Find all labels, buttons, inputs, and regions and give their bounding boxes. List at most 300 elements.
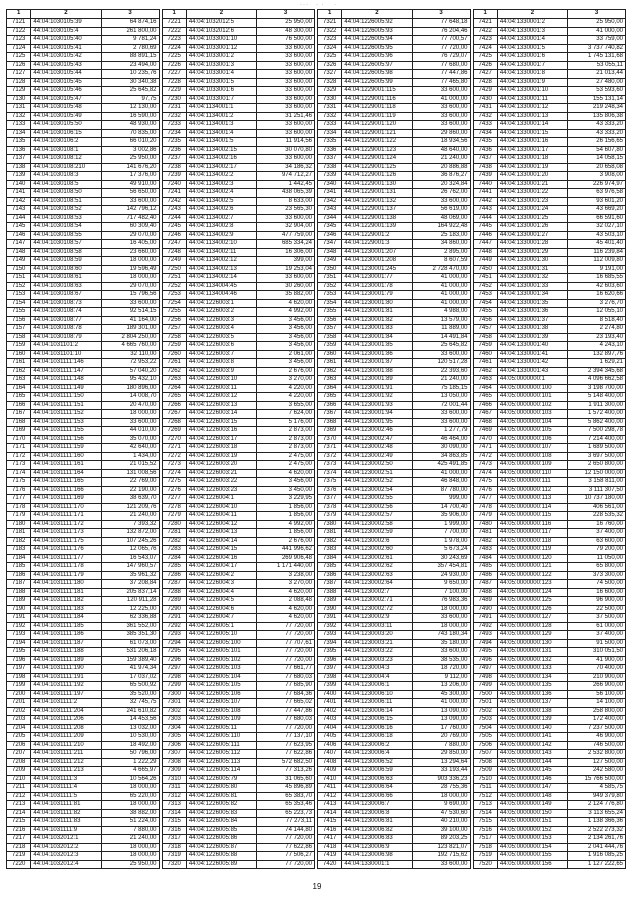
cadastral-number: 44:04:1230001:86 <box>342 350 412 359</box>
table-row <box>7 435 160 444</box>
table-row <box>318 308 471 317</box>
table-row <box>473 333 626 342</box>
row-number: 7175 <box>7 478 31 487</box>
table-row <box>473 70 626 79</box>
row-number: 7335 <box>318 138 342 147</box>
row-number: 7469 <box>473 427 497 436</box>
cadastral-number: 44:05:0000000:134 <box>497 673 567 682</box>
row-number: 7380 <box>318 520 342 529</box>
row-number: 7307 <box>162 750 186 759</box>
table-row <box>162 673 315 682</box>
cadastral-number: 44:05:0000000:133 <box>497 665 567 674</box>
row-number: 7498 <box>473 673 497 682</box>
cadastral-number: 44:04:1032012:5 <box>186 19 256 28</box>
table-row <box>7 699 160 708</box>
cadastral-number: 44:04:1229001:130 <box>342 180 412 189</box>
cadastral-value: 18 000,00 <box>412 605 470 614</box>
row-number: 7508 <box>473 758 497 767</box>
table-row <box>7 469 160 478</box>
cadastral-value: 7 500 298,78 <box>568 427 626 436</box>
cadastral-number: 44:04:1031111:187 <box>31 639 101 648</box>
cadastral-value: 22 393,60 <box>412 367 470 376</box>
table-row <box>7 78 160 87</box>
cadastral-value: 164 922,48 <box>412 223 470 232</box>
table-row <box>318 257 471 266</box>
row-number: 7165 <box>7 393 31 402</box>
row-number: 7233 <box>162 121 186 130</box>
table-row <box>318 350 471 359</box>
table-row <box>7 155 160 164</box>
row-number: 7224 <box>162 44 186 53</box>
table-row <box>7 818 160 827</box>
table-row <box>7 707 160 716</box>
cadastral-value: 112 009,80 <box>568 257 626 266</box>
row-number: 7158 <box>7 333 31 342</box>
row-number: 7511 <box>473 784 497 793</box>
cadastral-number: 44:04:1226003:16 <box>186 427 256 436</box>
cadastral-number: 44:04:1031111:165 <box>31 478 101 487</box>
cadastral-number: 44:05:0000000:145 <box>497 767 567 776</box>
row-number: 7449 <box>473 257 497 266</box>
cadastral-number: 44:04:1031111:82 <box>31 809 101 818</box>
cadastral-number: 44:04:1030108:79 <box>31 333 101 342</box>
cadastral-number: 44:04:1031111:171 <box>31 512 101 521</box>
cadastral-number: 44:04:1330001:30 <box>497 257 567 266</box>
cadastral-value: 77 661,77 <box>257 665 315 674</box>
cadastral-value: 26 156,65 <box>568 138 626 147</box>
cadastral-value: 37 400,00 <box>568 631 626 640</box>
row-number: 7314 <box>162 809 186 818</box>
cadastral-value: 20 470,00 <box>101 401 159 410</box>
cadastral-number: 44:04:1230006:66 <box>342 792 412 801</box>
table-row <box>318 818 471 827</box>
cadastral-number: 44:04:1226005:114 <box>186 767 256 776</box>
cadastral-number: 44:04:1226005:96 <box>342 53 412 62</box>
cadastral-number: 44:04:1330001:38 <box>497 325 567 334</box>
column-header-1: 1 <box>162 10 186 19</box>
cadastral-value: 4 620,00 <box>257 588 315 597</box>
cadastral-value: 33 600,00 <box>412 614 470 623</box>
cadastral-number: 44:04:1030105:40 <box>31 36 101 45</box>
table-row <box>7 350 160 359</box>
cadastral-value: 1 856,00 <box>257 512 315 521</box>
table-row <box>7 206 160 215</box>
row-number: 7326 <box>318 61 342 70</box>
table-row <box>473 248 626 257</box>
row-number: 7460 <box>473 350 497 359</box>
row-number: 7419 <box>318 852 342 861</box>
table-row <box>318 656 471 665</box>
cadastral-number: 44:04:1031111:151 <box>31 401 101 410</box>
table-row <box>318 809 471 818</box>
table-row <box>473 393 626 402</box>
table-row <box>162 410 315 419</box>
cadastral-number: 44:04:1033001:5 <box>186 78 256 87</box>
table-row <box>162 809 315 818</box>
cadastral-value: 18 000,00 <box>101 801 159 810</box>
cadastral-value: 77 680,00 <box>412 61 470 70</box>
row-number: 7371 <box>318 444 342 453</box>
table-row <box>7 444 160 453</box>
cadastral-value: 2 676,00 <box>257 537 315 546</box>
table-row <box>7 546 160 555</box>
cadastral-number: 44:04:1226003:5 <box>186 333 256 342</box>
table-row <box>162 189 315 198</box>
table-block-1 <box>6 9 160 879</box>
row-number: 7509 <box>473 767 497 776</box>
table-row <box>162 350 315 359</box>
cadastral-number: 44:04:1030108:55 <box>31 231 101 240</box>
row-number: 7322 <box>318 27 342 36</box>
table-row <box>318 231 471 240</box>
cadastral-value: 1 629,21 <box>568 359 626 368</box>
table-row <box>162 512 315 521</box>
table-row <box>162 172 315 181</box>
cadastral-value: 22 769,00 <box>101 478 159 487</box>
table-row <box>7 53 160 62</box>
row-number: 7359 <box>318 342 342 351</box>
cadastral-value: 40 210,00 <box>412 818 470 827</box>
row-number: 7372 <box>318 452 342 461</box>
row-number: 7484 <box>473 554 497 563</box>
row-number: 7377 <box>318 495 342 504</box>
cadastral-number: 44:05:0000000:154 <box>497 843 567 852</box>
cadastral-number: 44:04:1230001:92 <box>342 393 412 402</box>
row-number: 7491 <box>473 614 497 623</box>
table-row <box>162 597 315 606</box>
row-number: 7193 <box>7 631 31 640</box>
row-number: 7252 <box>162 282 186 291</box>
cadastral-value: 1 745 131,68 <box>568 53 626 62</box>
cadastral-value: 88 891,15 <box>101 53 159 62</box>
table-row <box>318 214 471 223</box>
cadastral-number: 44:04:1226005:99 <box>342 78 412 87</box>
table-row <box>162 580 315 589</box>
table-row <box>318 206 471 215</box>
row-number: 7294 <box>162 639 186 648</box>
cadastral-number: 44:04:1134002:5 <box>186 197 256 206</box>
cadastral-value: 3 697 500,00 <box>568 452 626 461</box>
cadastral-value: 33 600,00 <box>257 104 315 113</box>
table-row <box>162 792 315 801</box>
cadastral-value: 3 908,00 <box>568 172 626 181</box>
cadastral-number: 44:04:1330001:22 <box>497 189 567 198</box>
cadastral-value: 65 220,00 <box>101 792 159 801</box>
cadastral-number: 44:05:0000000:129 <box>497 631 567 640</box>
row-number: 7507 <box>473 750 497 759</box>
table-row <box>318 291 471 300</box>
cadastral-number: 44:04:1033001:12 <box>186 44 256 53</box>
cadastral-value: 12 150 000,00 <box>568 469 626 478</box>
row-number: 7506 <box>473 741 497 750</box>
table-row <box>162 418 315 427</box>
cadastral-value: 16 685,55 <box>568 274 626 283</box>
row-number: 7234 <box>162 129 186 138</box>
table-row <box>318 61 471 70</box>
cadastral-number: 44:04:1226003:4 <box>186 325 256 334</box>
table-row <box>162 529 315 538</box>
row-number: 7384 <box>318 554 342 563</box>
table-row <box>162 129 315 138</box>
cadastral-number: 44:04:1230001:94 <box>342 410 412 419</box>
row-number: 7178 <box>7 503 31 512</box>
row-number: 7139 <box>7 172 31 181</box>
table-row <box>318 469 471 478</box>
cadastral-number: 44:04:1031111:188 <box>31 648 101 657</box>
row-number: 7354 <box>318 299 342 308</box>
table-row <box>473 418 626 427</box>
cadastral-number: 44:04:1030108:59 <box>31 257 101 266</box>
table-row <box>318 342 471 351</box>
cadastral-number: 44:04:1230002:58 <box>342 520 412 529</box>
cadastral-value: 2 475,00 <box>257 461 315 470</box>
row-number: 7221 <box>162 19 186 28</box>
scan-mark: ··· <box>300 2 309 8</box>
cadastral-number: 44:04:1230002:50 <box>342 461 412 470</box>
cadastral-number: 44:04:1230006:4 <box>342 750 412 759</box>
table-row <box>318 27 471 36</box>
cadastral-number: 44:04:1330001:27 <box>497 231 567 240</box>
cadastral-number: 44:04:1229001:120 <box>342 121 412 130</box>
cadastral-value: 746 500,00 <box>568 741 626 750</box>
cadastral-number: 44:05:0000000:117 <box>497 529 567 538</box>
cadastral-value: 531 206,18 <box>101 648 159 657</box>
row-number: 7291 <box>162 614 186 623</box>
cadastral-value: 1 999,00 <box>412 520 470 529</box>
cadastral-value: 77 720,00 <box>257 835 315 844</box>
table-row <box>318 486 471 495</box>
cadastral-number: 44:04:1031111:177 <box>31 554 101 563</box>
cadastral-number: 44:04:1031111:210 <box>31 741 101 750</box>
row-number: 7180 <box>7 520 31 529</box>
row-number: 7174 <box>7 469 31 478</box>
cadastral-value: 3 456,00 <box>257 333 315 342</box>
cadastral-value: 13 294,64 <box>412 758 470 767</box>
cadastral-number: 44:04:1033001:3 <box>186 61 256 70</box>
row-number: 7140 <box>7 180 31 189</box>
cadastral-value: 3 229,95 <box>257 495 315 504</box>
cadastral-number: 44:04:1230002:7 <box>342 588 412 597</box>
cadastral-value: 4 665 760,00 <box>101 342 159 351</box>
table-row <box>162 223 315 232</box>
cadastral-number: 44:04:1030105:39 <box>31 19 101 28</box>
cadastral-number: 44:04:1229001:115 <box>342 87 412 96</box>
row-number: 7295 <box>162 648 186 657</box>
cadastral-value: 23 494,00 <box>101 61 159 70</box>
row-number: 7209 <box>7 767 31 776</box>
table-row <box>473 36 626 45</box>
row-number: 7457 <box>473 325 497 334</box>
cadastral-value: 77 622,86 <box>257 750 315 759</box>
cadastral-value: 4 665,97 <box>101 767 159 776</box>
cadastral-number: 44:04:1031111:83 <box>31 818 101 827</box>
cadastral-value: 25 645,82 <box>412 342 470 351</box>
cadastral-number: 44:05:0000000:132 <box>497 656 567 665</box>
cadastral-value: 74 144,80 <box>257 826 315 835</box>
cadastral-value: 77 720,00 <box>257 724 315 733</box>
cadastral-value: 29 860,00 <box>412 129 470 138</box>
row-number: 7503 <box>473 716 497 725</box>
cadastral-value: 132 897,76 <box>568 350 626 359</box>
cadastral-value: 33 600,00 <box>412 112 470 121</box>
table-row <box>473 622 626 631</box>
cadastral-value: 29 850,00 <box>412 750 470 759</box>
row-number: 7459 <box>473 342 497 351</box>
cadastral-number: 44:05:0000000:143 <box>497 750 567 759</box>
table-row <box>7 503 160 512</box>
cadastral-number: 44:04:1226003:14 <box>186 410 256 419</box>
cadastral-value: 14 100,00 <box>568 699 626 708</box>
cadastral-number: 44:04:1134004:46 <box>186 291 256 300</box>
cadastral-number: 44:04:1030108:63 <box>31 282 101 291</box>
cadastral-number: 44:04:1134001:2 <box>186 112 256 121</box>
cadastral-value: 10 564,26 <box>101 775 159 784</box>
row-number: 7218 <box>7 843 31 852</box>
row-number: 7472 <box>473 452 497 461</box>
cadastral-value: 7 214 400,00 <box>568 435 626 444</box>
scan-mark: · · <box>316 2 325 8</box>
table-row <box>7 129 160 138</box>
cadastral-number: 44:04:1226005:79 <box>186 775 256 784</box>
cadastral-value: 19 596,49 <box>101 265 159 274</box>
cadastral-value: 33 600,00 <box>412 121 470 130</box>
table-row <box>7 138 160 147</box>
cadastral-number: 44:05:0000000:137 <box>497 699 567 708</box>
table-row <box>7 571 160 580</box>
row-number: 7463 <box>473 376 497 385</box>
row-number: 7366 <box>318 401 342 410</box>
row-number: 7230 <box>162 95 186 104</box>
cadastral-number: 44:04:1226005:104 <box>186 673 256 682</box>
cadastral-number: 44:04:1226003:23 <box>186 486 256 495</box>
cadastral-value: 3 198 700,00 <box>568 384 626 393</box>
cadastral-value: 11 889,00 <box>412 325 470 334</box>
row-number: 7502 <box>473 707 497 716</box>
cadastral-number: 44:04:1230002:46 <box>342 427 412 436</box>
table-row <box>473 359 626 368</box>
row-number: 7170 <box>7 435 31 444</box>
table-row <box>162 333 315 342</box>
table-row <box>318 622 471 631</box>
row-number: 7444 <box>473 214 497 223</box>
cadastral-number: 44:04:1031111:169 <box>31 495 101 504</box>
cadastral-value: 18 492,00 <box>101 741 159 750</box>
cadastral-number: 44:04:1031111:9 <box>31 826 101 835</box>
cadastral-number: 44:04:1031111:3 <box>31 775 101 784</box>
cadastral-value: 10 235,76 <box>101 70 159 79</box>
cadastral-value: 70 400,00 <box>568 665 626 674</box>
row-number: 7248 <box>162 248 186 257</box>
cadastral-value: 7 700,00 <box>412 529 470 538</box>
cadastral-number: 44:04:1330001:25 <box>497 214 567 223</box>
cadastral-number: 44:05:0000000:102 <box>497 401 567 410</box>
cadastral-value: 5 176,00 <box>257 418 315 427</box>
cadastral-value: 33 600,00 <box>412 860 470 869</box>
cadastral-value: 32 904,00 <box>257 223 315 232</box>
cadastral-value: 45 300,00 <box>412 690 470 699</box>
table-row <box>7 690 160 699</box>
cadastral-number: 44:05:0000000:155 <box>497 852 567 861</box>
table-row <box>162 121 315 130</box>
row-number: 7136 <box>7 146 31 155</box>
row-number: 7245 <box>162 223 186 232</box>
table-row <box>7 452 160 461</box>
cadastral-value: 44 010,00 <box>101 427 159 436</box>
cadastral-number: 44:04:1030105:49 <box>31 112 101 121</box>
cadastral-number: 44:04:1031111:150 <box>31 393 101 402</box>
row-number: 7405 <box>318 733 342 742</box>
cadastral-number: 44:04:1031101:2 <box>31 342 101 351</box>
row-number: 7297 <box>162 665 186 674</box>
row-number: 7167 <box>7 410 31 419</box>
row-number: 7350 <box>318 265 342 274</box>
row-number: 7329 <box>318 87 342 96</box>
cadastral-value: 438 065,39 <box>257 189 315 198</box>
row-number: 7368 <box>318 418 342 427</box>
cadastral-value: 77 680,03 <box>257 673 315 682</box>
cadastral-number: 44:04:1030105:48 <box>31 104 101 113</box>
table-row <box>473 342 626 351</box>
row-number: 7211 <box>7 784 31 793</box>
cadastral-number: 44:04:1230001:91 <box>342 384 412 393</box>
row-number: 7311 <box>162 784 186 793</box>
row-number: 7394 <box>318 639 342 648</box>
cadastral-value: 33 600,00 <box>101 299 159 308</box>
cadastral-value: 16 760,00 <box>568 520 626 529</box>
table-row <box>7 274 160 283</box>
cadastral-value: 14 491,84 <box>412 333 470 342</box>
row-number: 7225 <box>162 53 186 62</box>
row-number: 7411 <box>318 784 342 793</box>
cadastral-value: 10 530,00 <box>101 733 159 742</box>
cadastral-value: 1 856,00 <box>257 529 315 538</box>
table-row <box>473 503 626 512</box>
row-number: 7304 <box>162 724 186 733</box>
row-number: 7423 <box>473 36 497 45</box>
cadastral-value: 2 394 345,68 <box>568 367 626 376</box>
cadastral-number: 44:04:1229001:132 <box>342 197 412 206</box>
row-number: 7156 <box>7 316 31 325</box>
row-number: 7228 <box>162 78 186 87</box>
cadastral-value: 572 682,50 <box>257 758 315 767</box>
table-row <box>318 673 471 682</box>
table-row <box>7 27 160 36</box>
cadastral-value: 26 762,00 <box>412 189 470 198</box>
cadastral-number: 44:04:1031111:156 <box>31 435 101 444</box>
row-number: 7255 <box>162 308 186 317</box>
cadastral-value: 77 665,02 <box>257 699 315 708</box>
table-row <box>7 359 160 368</box>
cadastral-value: 18 000,00 <box>101 784 159 793</box>
cadastral-value: 29 070,00 <box>101 231 159 240</box>
cadastral-number: 44:04:1031111:170 <box>31 503 101 512</box>
table-row <box>473 61 626 70</box>
cadastral-number: 44:04:1226005:113 <box>186 758 256 767</box>
cadastral-number: 44:04:1226003:13 <box>186 401 256 410</box>
cadastral-number: 44:04:1030108:53 <box>31 214 101 223</box>
row-number: 7518 <box>473 843 497 852</box>
table-row <box>473 537 626 546</box>
cadastral-number: 44:04:1229001:139 <box>342 223 412 232</box>
cadastral-value: 41 900,00 <box>568 656 626 665</box>
row-number: 7208 <box>7 758 31 767</box>
cadastral-number: 44:04:1030108:3 <box>31 172 101 181</box>
row-number: 7186 <box>7 571 31 580</box>
table-row <box>318 53 471 62</box>
cadastral-number: 44:05:0000000:104 <box>497 418 567 427</box>
row-number: 7455 <box>473 308 497 317</box>
row-number: 7315 <box>162 818 186 827</box>
